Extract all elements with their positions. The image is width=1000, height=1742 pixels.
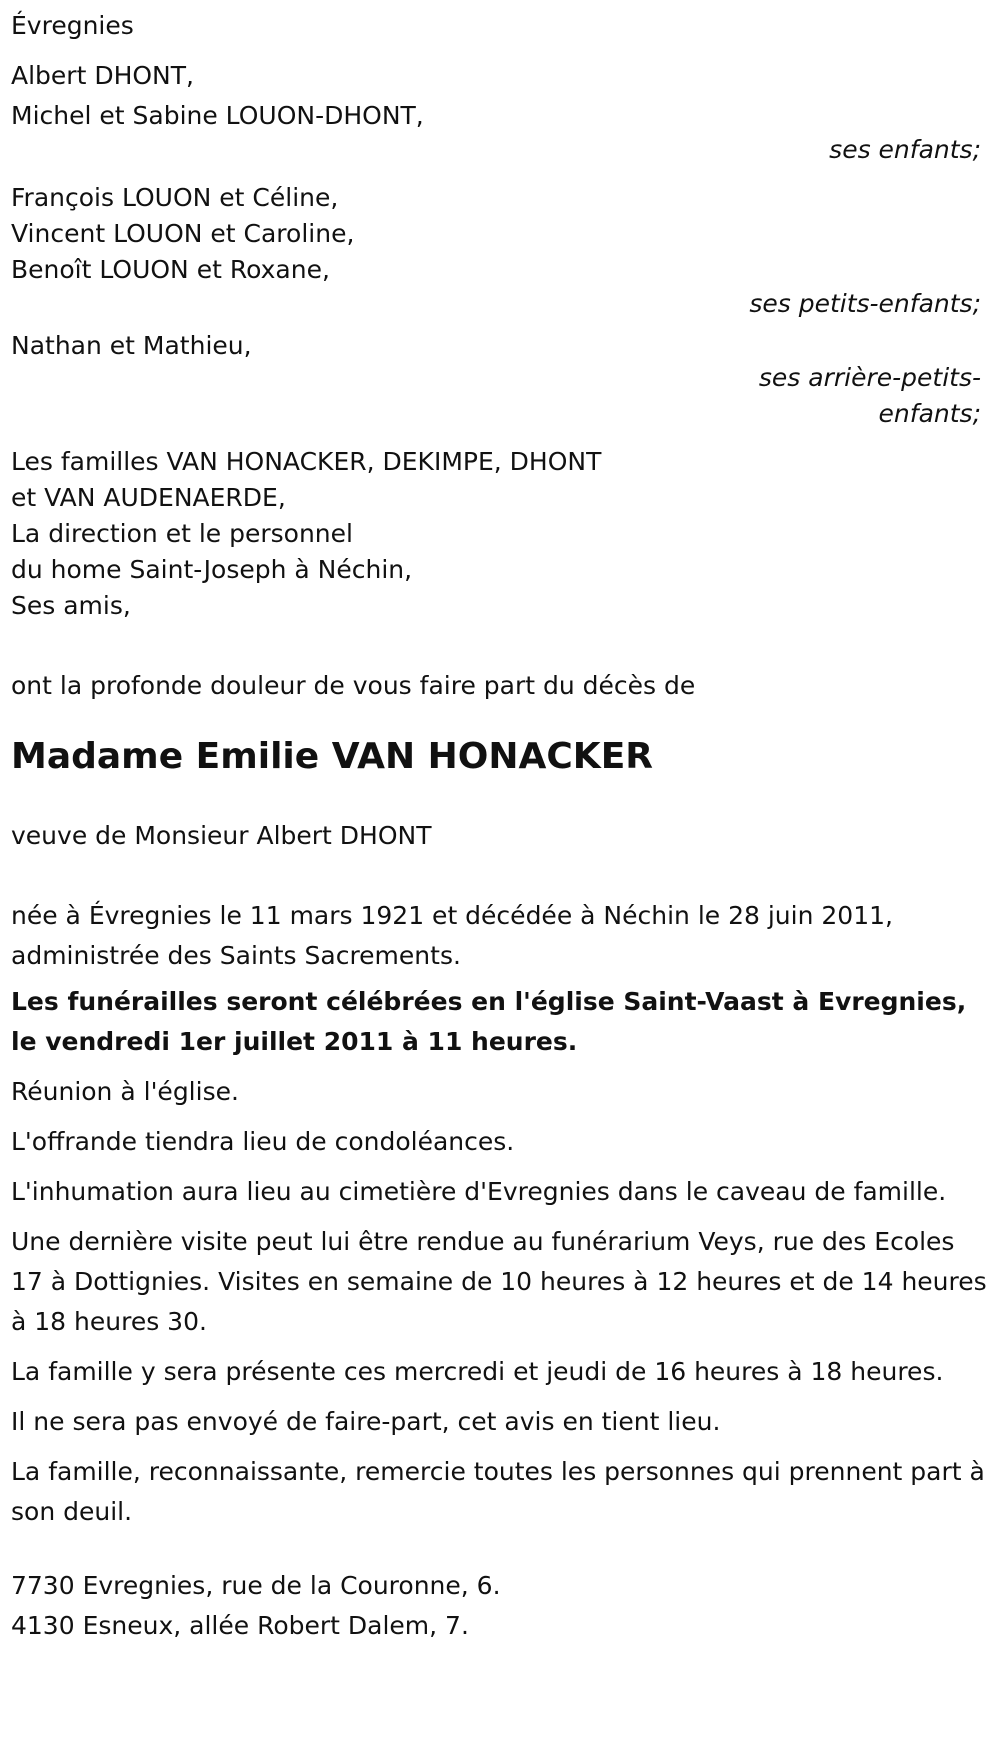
birth-death-info: née à Évregnies le 11 mars 1921 et décédée à Néchin le 28 juin 2011,: [11, 901, 893, 930]
no-cards-info: Il ne sera pas envoyé de faire-part, cet avis en tient lieu.: [11, 1407, 721, 1436]
address-line: 4130 Esneux, allée Robert Dalem, 7.: [11, 1611, 469, 1640]
widow-of: veuve de Monsieur Albert DHONT: [11, 821, 432, 850]
family-member: Ses amis,: [11, 591, 131, 620]
great-grandchildren-role: enfants;: [878, 399, 981, 428]
obituary-notice: [11, 6, 991, 1646]
grandchildren-role: ses petits-enfants;: [749, 289, 981, 318]
family-member: Les familles VAN HONACKER, DEKIMPE, DHONT: [11, 447, 602, 476]
children-role: ses enfants;: [829, 135, 981, 164]
meeting-info: Réunion à l'église.: [11, 1077, 239, 1106]
great-grandchild-name: Nathan et Mathieu,: [11, 331, 252, 360]
child-name: Michel et Sabine LOUON-DHONT,: [11, 101, 424, 130]
grandchild-name: Benoît LOUON et Roxane,: [11, 255, 330, 284]
visit-info: Une dernière visite peut lui être rendue au funérarium Veys, rue des Ecoles 17 à Dottignies. Visites en semaine de 10 heures à 12 heures et de 14 heures à 18 heures 30.: [11, 1227, 987, 1336]
family-presence-info: La famille y sera présente ces mercredi et jeudi de 16 heures à 18 heures.: [11, 1357, 944, 1386]
spacer: [11, 856, 991, 896]
sacraments-info: administrée des Saints Sacrements.: [11, 941, 461, 970]
burial-info: L'inhumation aura lieu au cimetière d'Evregnies dans le caveau de famille.: [11, 1177, 947, 1206]
family-member: du home Saint-Joseph à Néchin,: [11, 555, 413, 584]
spacer: [11, 1542, 991, 1566]
town-name: Évregnies: [11, 11, 134, 40]
spacer: [11, 626, 991, 666]
announcement-intro: ont la profonde douleur de vous faire part du décès de: [11, 671, 696, 700]
family-member: et VAN AUDENAERDE,: [11, 483, 286, 512]
funeral-info: Les funérailles seront célébrées en l'église Saint-Vaast à Evregnies, le vendredi 1er juillet 2011 à 11 heures.: [11, 987, 967, 1056]
offering-info: L'offrande tiendra lieu de condoléances.: [11, 1127, 515, 1156]
grandchild-name: François LOUON et Céline,: [11, 183, 339, 212]
thanks-info: La famille, reconnaissante, remercie toutes les personnes qui prennent part à son deuil.: [11, 1457, 985, 1526]
spacer: [11, 46, 991, 56]
child-name: Albert DHONT,: [11, 61, 194, 90]
grandchild-name: Vincent LOUON et Caroline,: [11, 219, 355, 248]
great-grandchildren-role: ses arrière-petits-: [758, 363, 981, 392]
family-member: La direction et le personnel: [11, 519, 353, 548]
deceased-name: Madame Emilie VAN HONACKER: [11, 736, 654, 777]
address-line: 7730 Evregnies, rue de la Couronne, 6.: [11, 1571, 501, 1600]
